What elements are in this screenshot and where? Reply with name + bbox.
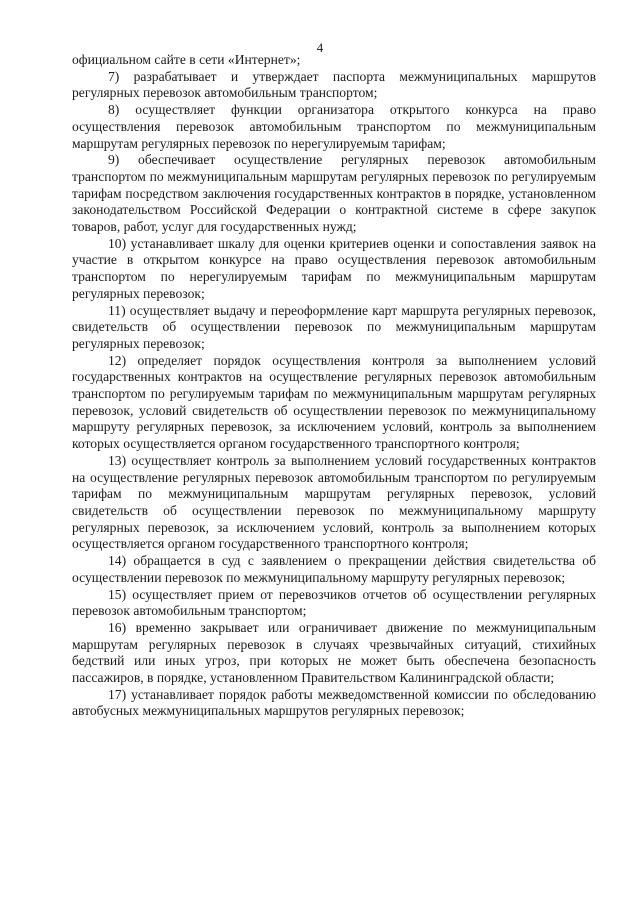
paragraph-item-16: 16) временно закрывает или ограничивает движение по межмуниципальным маршрутам регулярных перевозок в случаях чрезвычайных ситуаций, стихийных бедствий или иных угроз, при которых не может быть обеспечена безопасность пассажиров, в порядке, установленном Правительством Калининградской области; [72, 619, 596, 686]
paragraph-item-15: 15) осуществляет прием от перевозчиков отчетов об осуществлении регулярных перевозок автомобильным транспортом; [72, 586, 596, 619]
paragraph-continuation: официальном сайте в сети «Интернет»; [72, 52, 301, 67]
paragraph-item-17: 17) устанавливает порядок работы межведомственной комиссии по обследованию автобусных межмуниципальных маршрутов регулярных перевозок; [72, 686, 596, 719]
paragraph-item-8: 8) осуществляет функции организатора открытого конкурса на право осуществления перевозок автомобильным транспортом по межмуниципальным маршрутам регулярных перевозок по нерегулируемым тарифам; [72, 102, 596, 151]
paragraph-item-7: 7) разрабатывает и утверждает паспорта межмуниципальных маршрутов регулярных перевозок автомобильным транспортом; [72, 68, 596, 101]
paragraph-item-9: 9) обеспечивает осуществление регулярных перевозок автомобильным транспортом по межмуниципальным маршрутам регулярных перевозок по регулируемым тарифам посредством заключения государственных контрактов в порядке, установленном законодательством Российской Федерации о контрактной системе в сфере закупок товаров, работ, услуг для государственных нужд; [72, 152, 596, 235]
paragraph-item-14: 14) обращается в суд с заявлением о прекращении действия свидетельства об осуществлении перевозок по межмуниципальному маршруту регулярных перевозок; [72, 553, 596, 585]
paragraph-item-10: 10) устанавливает шкалу для оценки критериев оценки и сопоставления заявок на участие в открытом конкурсе на право осуществления перевозок автомобильным транспортом по нерегулируемым тарифам по межмуниципальным маршрутам регулярных перевозок; [72, 235, 596, 301]
paragraph-item-11: 11) осуществляет выдачу и переоформление карт маршрута регулярных перевозок, свидетельств об осуществлении перевозок по межмуниципальным маршрутам регулярных перевозок; [72, 302, 596, 351]
document-body [72, 52, 596, 720]
paragraph-item-12: 12) определяет порядок осуществления контроля за выполнением условий государственных контрактов на осуществление регулярных перевозок автомобильным транспортом по регулируемым тарифам по межмуниципальным маршрутам регулярных перевозок, условий свидетельств об осуществлении перевозок по межмуниципальному маршруту регулярных перевозок, за исключением условий, контроль за выполнением которых осуществляется органом государственного транспортного контроля; [72, 352, 596, 452]
page-number: 4 [316, 40, 324, 55]
paragraph-item-13: 13) осуществляет контроль за выполнением условий государственных контрактов на осуществление регулярных перевозок автомобильным транспортом по регулируемым тарифам по межмуниципальным маршрутам регулярных перевозок, условий свидетельств об осуществлении перевозок по межмуниципальному маршруту регулярных перевозок, за исключением условий, контроль за выполнением которых осуществляется органом государственного транспортного контроля; [72, 452, 596, 552]
